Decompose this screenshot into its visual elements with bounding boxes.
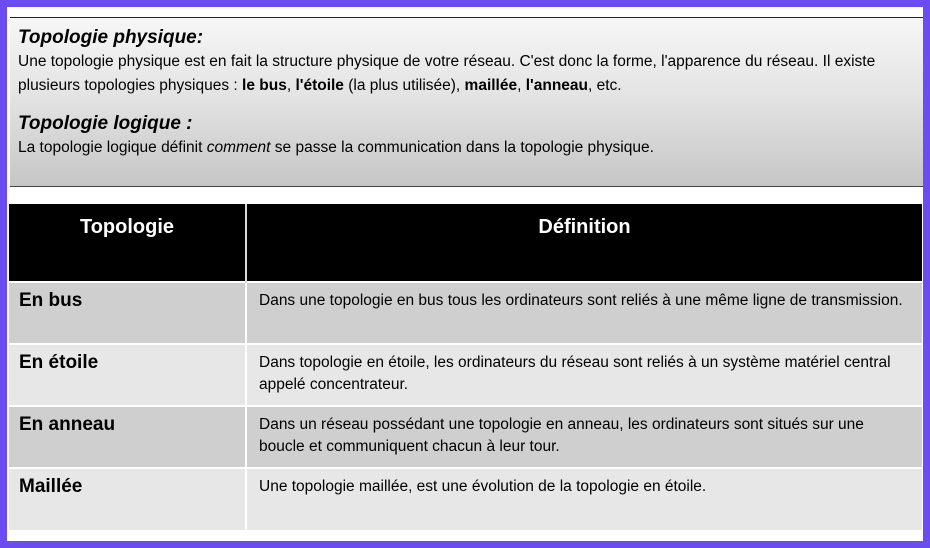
topology-definition-cell: Dans topologie en étoile, les ordinateurs du réseau sont reliés à un système matériel central appelé concentrateur. <box>246 344 922 406</box>
topology-table <box>9 204 922 530</box>
physical-topology-paragraph <box>18 50 915 98</box>
physical-topology-heading: Topologie physique: <box>18 27 204 48</box>
term-ring: l'anneau <box>525 77 588 94</box>
table-row-mesh <box>9 468 922 530</box>
topology-name-cell: En étoile <box>9 344 246 406</box>
topology-name-cell: En anneau <box>9 406 246 468</box>
logical-topology-heading: Topologie logique : <box>18 113 193 134</box>
table-row-bus <box>9 282 922 344</box>
table-header-row <box>9 204 922 282</box>
topology-definition-cell: Dans une topologie en bus tous les ordinateurs sont reliés à une même ligne de transmission. <box>246 282 922 344</box>
intro-section <box>10 17 923 187</box>
logical-italic-word: comment <box>206 139 271 156</box>
physical-text-2: (la plus utilisée), <box>343 77 465 94</box>
logical-text-2: se passe la communication dans la topologie physique. <box>270 139 654 156</box>
term-mesh: maillée <box>464 77 518 94</box>
logical-text-1: La topologie logique définit <box>18 139 207 156</box>
physical-text-1: Une topologie physique est en fait la structure physique de votre réseau. C'est donc la forme, l'apparence du réseau. Il existe plusieurs topologies physiques : <box>18 53 876 94</box>
physical-sep-2: , <box>517 77 526 94</box>
topology-name-cell: Maillée <box>9 468 246 530</box>
topology-name-cell: En bus <box>9 282 246 344</box>
column-header-topology: Topologie <box>9 204 246 282</box>
physical-text-3: , etc. <box>588 77 622 94</box>
topology-definition-cell: Dans un réseau possédant une topologie en anneau, les ordinateurs sont situés sur une boucle et communiquent chacun à leur tour. <box>246 406 922 468</box>
topology-definition-cell: Une topologie maillée, est une évolution de la topologie en étoile. <box>246 468 922 530</box>
logical-topology-paragraph <box>18 136 915 160</box>
column-header-definition: Définition <box>246 204 922 282</box>
term-star: l'étoile <box>295 77 344 94</box>
term-bus: le bus <box>242 77 287 94</box>
physical-sep-1: , <box>286 77 296 94</box>
table-row-star <box>9 344 922 406</box>
table-row-ring <box>9 406 922 468</box>
